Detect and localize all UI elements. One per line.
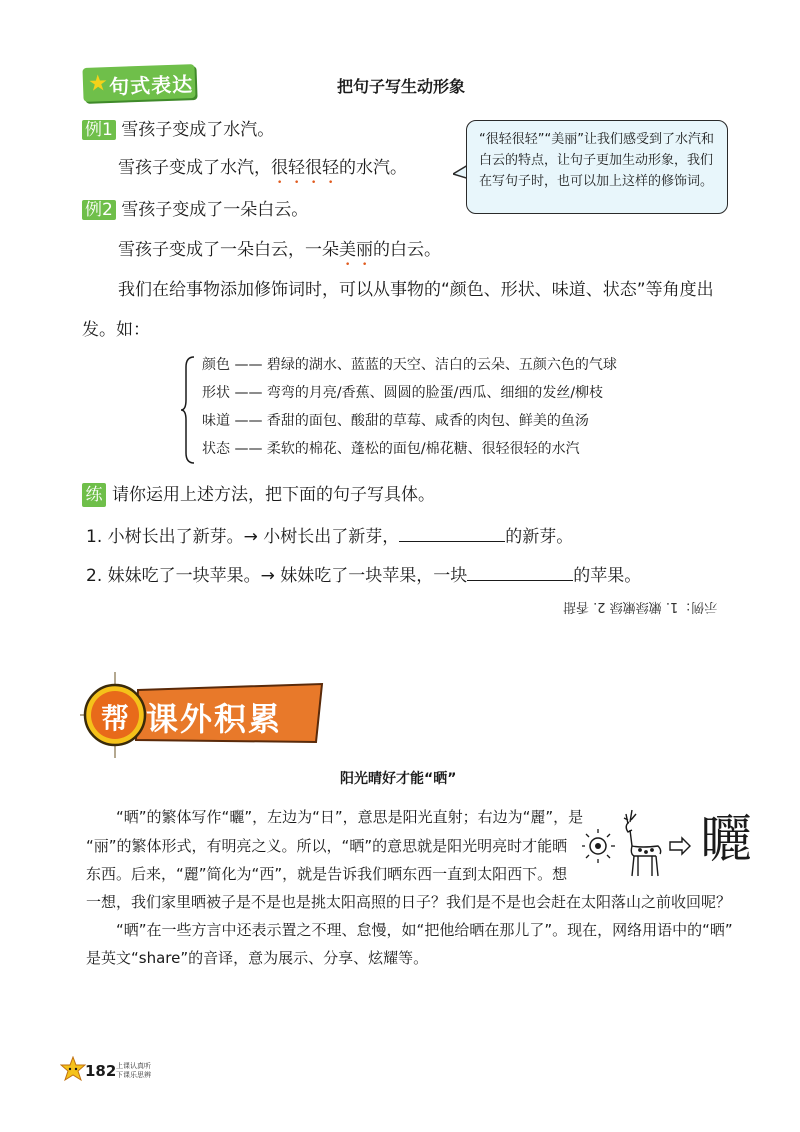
practice-instruction: 请你运用上述方法，把下面的句子写具体。 bbox=[112, 485, 435, 505]
article-line-6: 是英文“share”的音译，意为展示、分享、炫耀等。 bbox=[86, 949, 429, 967]
example-1-modifier: 很轻很轻 bbox=[271, 158, 339, 178]
category-examples: —— 弯弯的月亮/香蕉、圆圆的脸蛋/西瓜、细细的发丝/柳枝 bbox=[234, 385, 604, 401]
mascot-star-icon bbox=[60, 1056, 86, 1082]
example-2-expanded-pre: 雪孩子变成了一朵白云，一朵 bbox=[118, 240, 339, 260]
practice-question-2 bbox=[86, 562, 641, 588]
question-2-suffix: 的苹果。 bbox=[573, 566, 642, 586]
example-1-expanded-post: 的水汽。 bbox=[339, 158, 407, 178]
footer-slogan-line-1: 上课认真听 bbox=[116, 1062, 151, 1070]
traditional-character-shai: 曬 bbox=[700, 810, 753, 870]
practice-question-1 bbox=[86, 523, 573, 549]
section-tag-label: 句式表达 bbox=[108, 72, 194, 100]
question-2-prompt: 2. 妹妹吃了一块苹果。→ 妹妹吃了一块苹果，一块 bbox=[86, 566, 468, 586]
category-examples: —— 柔软的棉花、蓬松的面包/棉花糖、很轻很轻的水汽 bbox=[234, 441, 580, 457]
category-name: 颜色 bbox=[202, 357, 230, 373]
example-2-sentence: 雪孩子变成了一朵白云。 bbox=[121, 200, 309, 220]
category-name: 味道 bbox=[202, 413, 230, 429]
example-1-label: 例1 bbox=[82, 120, 116, 140]
article-line-1: “晒”的繁体写作“曬”，左边为“日”，意思是阳光直射；右边为“麗”，是 bbox=[116, 808, 584, 826]
example-1-sentence: 雪孩子变成了水汽。 bbox=[121, 120, 275, 140]
question-1-blank[interactable] bbox=[399, 523, 505, 542]
answer-key-upside-down: 示例：1. 嫩绿嫩绿 2. 香甜 bbox=[563, 599, 718, 614]
article-line-2: “丽”的繁体形式，有明亮之义。所以，“晒”的意思就是阳光明亮时才能晒 bbox=[86, 837, 568, 855]
example-1-sentence-row bbox=[82, 118, 274, 142]
footer-slogan-line-2: 下课乐思辨 bbox=[116, 1071, 151, 1079]
article-line-4: 一想，我们家里晒被子是不是也是挑太阳高照的日子？我们是不是也会赶在太阳落山之前收回呢？ bbox=[86, 893, 732, 911]
question-1-suffix: 的新芽。 bbox=[505, 527, 574, 547]
star-icon: ★ bbox=[87, 71, 109, 97]
tip-bubble: “很轻很轻”“美丽”让我们感受到了水汽和白云的特点，让句子更加生动形象，我们在写句子时，也可以加上这样的修饰词。 bbox=[466, 120, 728, 214]
example-2-modifier: 美丽 bbox=[339, 240, 373, 260]
page-number: 182 bbox=[85, 1062, 117, 1080]
banner-char: 帮 bbox=[100, 702, 129, 735]
curly-brace bbox=[180, 355, 196, 465]
question-1-prompt: 1. 小树长出了新芽。→ 小树长出了新芽， bbox=[86, 527, 400, 547]
banner-text: 课外积累 bbox=[146, 700, 283, 738]
example-2-expanded-post: 的白云。 bbox=[373, 240, 441, 260]
section-tag-sentence-expression bbox=[82, 64, 195, 102]
article-title: 阳光晴好才能“晒” bbox=[340, 771, 457, 787]
article-line-5: “晒”在一些方言中还表示置之不理、怠慢，如“把他给晒在那儿了”。现在，网络用语中的“晒” bbox=[116, 921, 733, 939]
explanation-line-2: 发。如： bbox=[82, 320, 150, 340]
example-2-label: 例2 bbox=[82, 200, 116, 220]
explanation-line-1: 我们在给事物添加修饰词时，可以从事物的“颜色、形状、味道、状态”等角度出 bbox=[118, 280, 714, 300]
category-row-taste bbox=[202, 411, 617, 431]
sun-deer-illustration bbox=[582, 806, 698, 882]
arrow-right-icon bbox=[670, 838, 690, 854]
category-row-color bbox=[202, 355, 617, 375]
example-1-expanded-pre: 雪孩子变成了水汽， bbox=[118, 158, 271, 178]
example-2-expanded bbox=[118, 238, 441, 270]
section-title: 把句子写生动形象 bbox=[337, 77, 466, 96]
question-2-blank[interactable] bbox=[467, 562, 573, 581]
example-2-sentence-row bbox=[82, 198, 308, 222]
example-1-expanded bbox=[118, 156, 407, 188]
category-examples: —— 碧绿的湖水、蓝蓝的天空、洁白的云朵、五颜六色的气球 bbox=[234, 357, 617, 373]
deer-icon bbox=[624, 810, 661, 876]
article-line-3: 东西。后来，“麗”简化为“西”，就是告诉我们晒东西一直到太阳西下。想 bbox=[86, 865, 568, 883]
category-row-shape bbox=[202, 383, 617, 403]
category-row-state bbox=[202, 439, 617, 459]
category-name: 状态 bbox=[202, 441, 230, 457]
category-examples: —— 香甜的面包、酸甜的草莓、咸香的肉包、鲜美的鱼汤 bbox=[234, 413, 589, 429]
footer-slogan bbox=[116, 1062, 151, 1080]
category-list bbox=[202, 355, 617, 459]
sun-icon bbox=[582, 829, 615, 863]
practice-label: 练 bbox=[82, 483, 106, 507]
category-name: 形状 bbox=[202, 385, 230, 401]
